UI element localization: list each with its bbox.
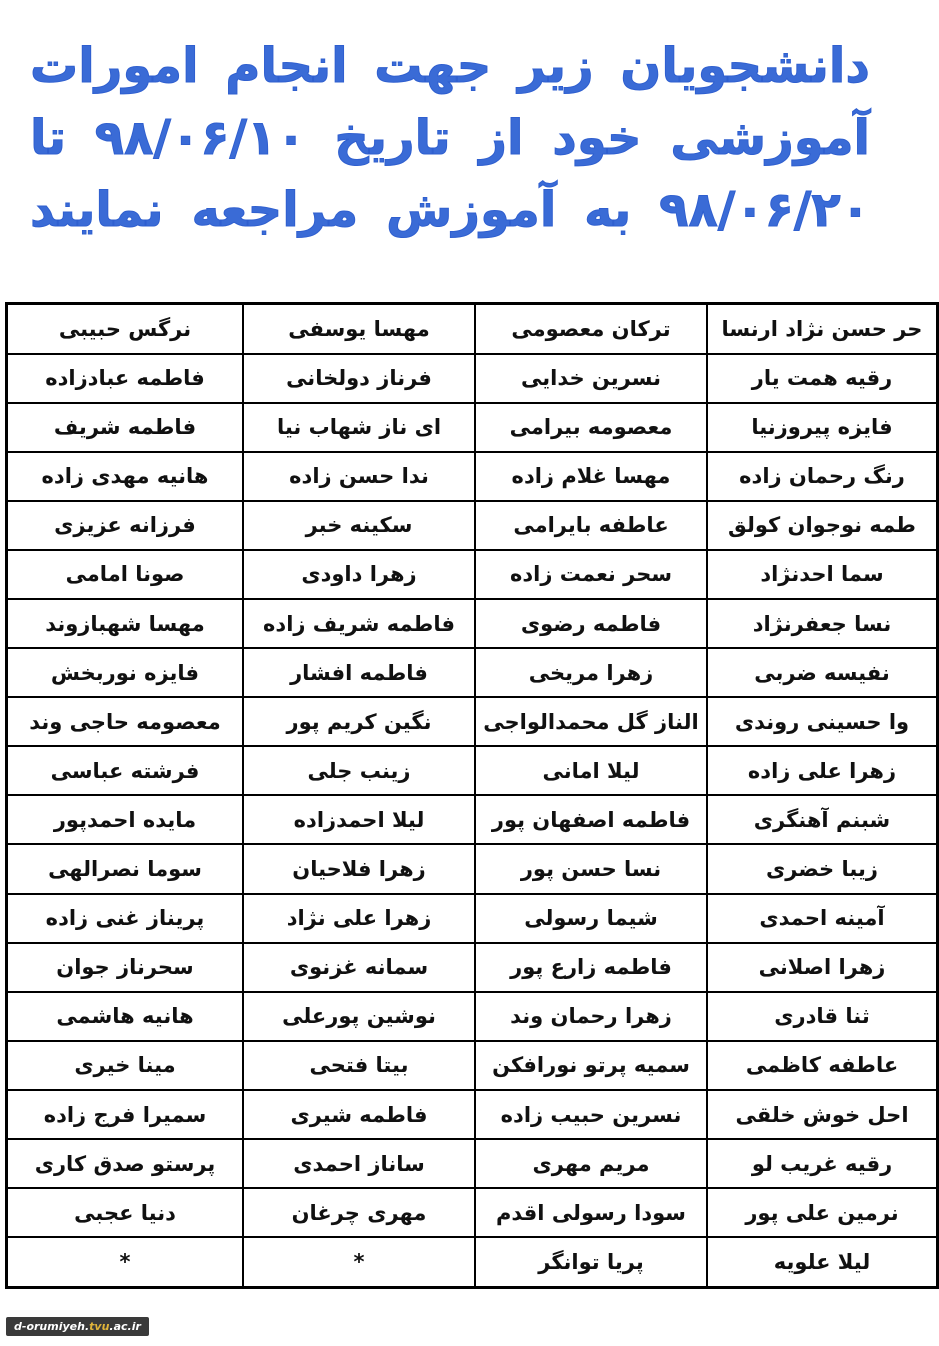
student-name-cell: فاطمه رضوی bbox=[475, 599, 707, 648]
table-row bbox=[7, 795, 938, 844]
table-row bbox=[7, 304, 938, 354]
table-row bbox=[7, 501, 938, 550]
student-name-cell: * bbox=[243, 1237, 475, 1287]
student-name-cell: زیبا خضری bbox=[707, 844, 938, 893]
student-name-cell: مینا خیری bbox=[7, 1041, 244, 1090]
student-name-cell: زهرا داودی bbox=[243, 550, 475, 599]
student-name-cell: رقیه همت یار bbox=[707, 354, 938, 403]
student-name-cell: ساناز احمدی bbox=[243, 1139, 475, 1188]
table-row bbox=[7, 943, 938, 992]
table-row bbox=[7, 452, 938, 501]
student-name-cell: دنیا عجبی bbox=[7, 1188, 244, 1237]
student-name-cell: پریا توانگر bbox=[475, 1237, 707, 1287]
student-name-cell: هانیه هاشمی bbox=[7, 992, 244, 1041]
student-name-cell: فرناز دولخانی bbox=[243, 354, 475, 403]
student-name-cell: مریم مهری bbox=[475, 1139, 707, 1188]
title-line-1: دانشجویان زیر جهت انجام امورات bbox=[30, 38, 870, 94]
student-name-cell: فاطمه زارع پور bbox=[475, 943, 707, 992]
student-name-cell: نسا حسن پور bbox=[475, 844, 707, 893]
student-name-cell: فاطمه افشار bbox=[243, 648, 475, 697]
student-name-cell: شبنم آهنگری bbox=[707, 795, 938, 844]
student-name-cell: نگین کریم پور bbox=[243, 697, 475, 746]
student-name-cell: مهسا غلام زاده bbox=[475, 452, 707, 501]
student-name-cell: صونا امامی bbox=[7, 550, 244, 599]
student-name-cell: وا حسینی روندی bbox=[707, 697, 938, 746]
student-name-cell: مهسا یوسفی bbox=[243, 304, 475, 354]
student-name-cell: سکینه خبر bbox=[243, 501, 475, 550]
student-name-cell: معصومه بیرامی bbox=[475, 403, 707, 452]
student-name-cell: * bbox=[7, 1237, 244, 1287]
student-name-cell: سما احدنژاد bbox=[707, 550, 938, 599]
student-name-cell: نرگس حبیبی bbox=[7, 304, 244, 354]
table-row bbox=[7, 403, 938, 452]
student-name-cell: طمه نوجوان کولق bbox=[707, 501, 938, 550]
student-name-cell: لیلا احمدزاده bbox=[243, 795, 475, 844]
student-name-cell: زهرا علی نژاد bbox=[243, 894, 475, 943]
student-name-cell: رنگ رحمان زاده bbox=[707, 452, 938, 501]
student-name-cell: الناز گل محمدالواجی bbox=[475, 697, 707, 746]
table-row bbox=[7, 550, 938, 599]
student-name-cell: زهرا مریخی bbox=[475, 648, 707, 697]
table-row bbox=[7, 992, 938, 1041]
student-name-cell: نسا جعفرنژاد bbox=[707, 599, 938, 648]
student-name-cell: هانیه مهدی زاده bbox=[7, 452, 244, 501]
site-watermark bbox=[6, 1317, 149, 1336]
table-row bbox=[7, 599, 938, 648]
student-name-cell: لیلا امانی bbox=[475, 746, 707, 795]
student-name-cell: ثنا قادری bbox=[707, 992, 938, 1041]
student-name-cell: فرشته عباسی bbox=[7, 746, 244, 795]
table-row bbox=[7, 648, 938, 697]
student-name-cell: سمانه غزنوی bbox=[243, 943, 475, 992]
table-row bbox=[7, 844, 938, 893]
student-name-cell: زهرا فلاحیان bbox=[243, 844, 475, 893]
table-row bbox=[7, 1041, 938, 1090]
student-name-cell: مهری چرغان bbox=[243, 1188, 475, 1237]
student-name-cell: فاطمه شریف bbox=[7, 403, 244, 452]
student-name-cell: ای ناز شهاب نیا bbox=[243, 403, 475, 452]
student-name-cell: زهرا رحمان وند bbox=[475, 992, 707, 1041]
student-name-cell: عاطفه بایرامی bbox=[475, 501, 707, 550]
student-name-cell: سوما نصرالهی bbox=[7, 844, 244, 893]
table-row bbox=[7, 1090, 938, 1139]
student-name-cell: نسرین حبیب زاده bbox=[475, 1090, 707, 1139]
student-name-cell: سمیرا فرج زاده bbox=[7, 1090, 244, 1139]
student-name-cell: فایزه نوربخش bbox=[7, 648, 244, 697]
student-name-cell: فاطمه اصفهان پور bbox=[475, 795, 707, 844]
student-name-cell: نسرین خدایی bbox=[475, 354, 707, 403]
student-name-cell: ندا حسن زاده bbox=[243, 452, 475, 501]
student-name-cell: نرمین علی پور bbox=[707, 1188, 938, 1237]
student-name-cell: پرستو صدق کاری bbox=[7, 1139, 244, 1188]
student-name-cell: فاطمه شریف زاده bbox=[243, 599, 475, 648]
watermark-accent: tvu bbox=[89, 1320, 110, 1333]
student-name-cell: نوشین پورعلی bbox=[243, 992, 475, 1041]
student-name-cell: شیما رسولی bbox=[475, 894, 707, 943]
student-name-cell: رقیه غریب لو bbox=[707, 1139, 938, 1188]
table-row bbox=[7, 697, 938, 746]
student-name-cell: سحرناز جوان bbox=[7, 943, 244, 992]
table-row bbox=[7, 894, 938, 943]
title-line-2: آموزشی خود از تاریخ ۹۸/۰۶/۱۰ تا bbox=[30, 110, 870, 166]
page-title bbox=[30, 30, 870, 246]
student-name-cell: زهرا اصلانی bbox=[707, 943, 938, 992]
student-name-cell: مهسا شهبازوند bbox=[7, 599, 244, 648]
student-name-cell: سمیه پرتو نورافکن bbox=[475, 1041, 707, 1090]
student-name-cell: معصومه حاجی وند bbox=[7, 697, 244, 746]
student-name-cell: فاطمه عبادزاده bbox=[7, 354, 244, 403]
students-table-container bbox=[5, 302, 923, 1289]
students-table bbox=[5, 302, 939, 1289]
student-name-cell: پریناز غنی زاده bbox=[7, 894, 244, 943]
table-row bbox=[7, 1139, 938, 1188]
table-row bbox=[7, 746, 938, 795]
student-name-cell: فاطمه شیری bbox=[243, 1090, 475, 1139]
table-row bbox=[7, 1188, 938, 1237]
table-row bbox=[7, 354, 938, 403]
student-name-cell: لیلا علویه bbox=[707, 1237, 938, 1287]
student-name-cell: بیتا فتحی bbox=[243, 1041, 475, 1090]
students-table-body bbox=[7, 304, 938, 1288]
student-name-cell: سودا رسولی اقدم bbox=[475, 1188, 707, 1237]
student-name-cell: سحر نعمت زاده bbox=[475, 550, 707, 599]
student-name-cell: آمینه احمدی bbox=[707, 894, 938, 943]
student-name-cell: عاطفه کاظمی bbox=[707, 1041, 938, 1090]
student-name-cell: مایده احمدپور bbox=[7, 795, 244, 844]
student-name-cell: زهرا علی زاده bbox=[707, 746, 938, 795]
watermark-prefix: d-orumiyeh. bbox=[14, 1320, 90, 1333]
student-name-cell: فایزه پیروزنیا bbox=[707, 403, 938, 452]
student-name-cell: نفیسه ضربی bbox=[707, 648, 938, 697]
student-name-cell: حر حسن نژاد ارنسا bbox=[707, 304, 938, 354]
watermark-suffix: .ac.ir bbox=[109, 1320, 141, 1333]
student-name-cell: زینب جلی bbox=[243, 746, 475, 795]
student-name-cell: فرزانه عزیزی bbox=[7, 501, 244, 550]
table-row bbox=[7, 1237, 938, 1287]
title-line-3: ۹۸/۰۶/۲۰ به آموزش مراجعه نمایند bbox=[30, 182, 870, 238]
student-name-cell: احل خوش خلقی bbox=[707, 1090, 938, 1139]
student-name-cell: ترکان معصومی bbox=[475, 304, 707, 354]
